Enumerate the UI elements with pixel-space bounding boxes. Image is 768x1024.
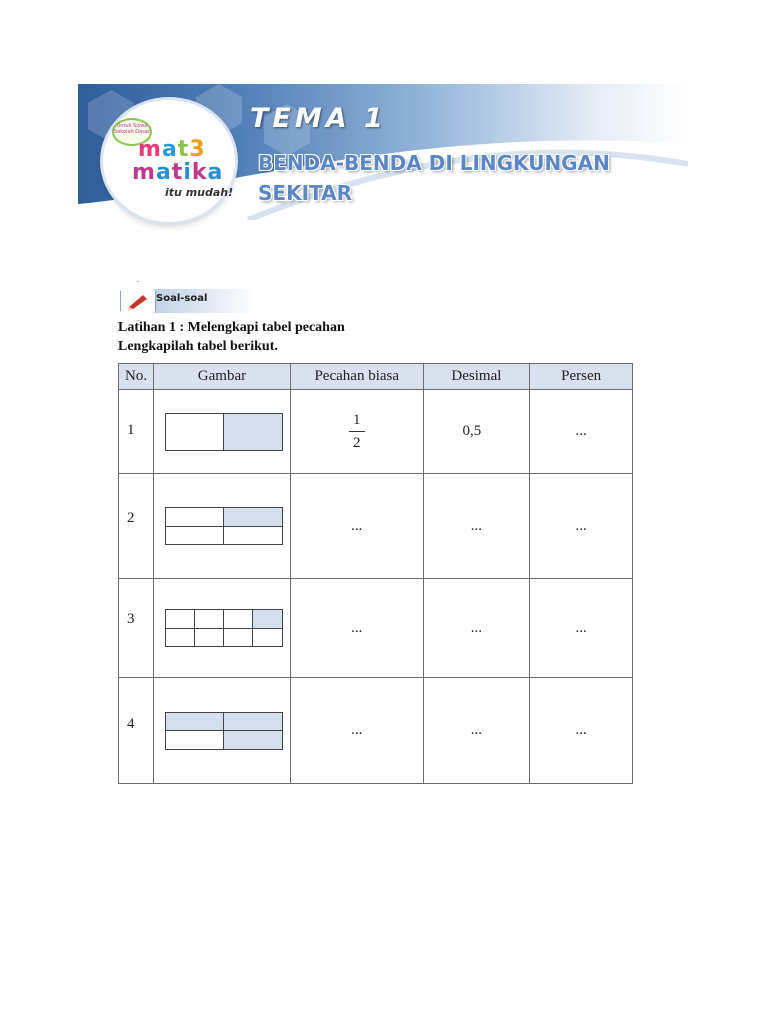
table-row <box>119 678 633 784</box>
grid-cell <box>224 508 282 527</box>
fraction-grid <box>165 609 283 647</box>
column-header-persen: Persen <box>530 364 633 390</box>
grid-cell <box>224 527 282 545</box>
grid-cell <box>166 414 224 450</box>
table-row <box>119 390 633 474</box>
decimal-cell: ... <box>423 474 530 579</box>
fraction-cell: ... <box>290 678 423 784</box>
percent-cell: ... <box>530 474 633 579</box>
fraction-numerator: 1 <box>352 412 361 428</box>
grid-cell <box>195 629 224 647</box>
column-header-no: No. <box>119 364 154 390</box>
fraction <box>349 411 365 452</box>
fraction-grid <box>165 712 283 750</box>
column-header-pecahan: Pecahan biasa <box>290 364 423 390</box>
grid-cell <box>224 713 282 732</box>
fraction-grid <box>165 507 283 545</box>
grid-cell <box>253 610 282 629</box>
grid-cell <box>166 527 224 545</box>
grid-cell <box>253 629 282 647</box>
column-header-gambar: Gambar <box>153 364 290 390</box>
grid-cell <box>166 629 195 647</box>
logo-tagline: itu mudah! <box>165 186 234 199</box>
row-number: 1 <box>119 390 154 474</box>
grid-cell <box>166 731 224 749</box>
decimal-cell: ... <box>423 678 530 784</box>
fraction-picture <box>153 390 290 474</box>
fraction-grid <box>165 413 283 451</box>
fraction-bar <box>349 431 365 432</box>
grid-cell <box>166 610 195 629</box>
table-header-row <box>119 364 633 390</box>
decimal-cell: 0,5 <box>423 390 530 474</box>
grid-cell <box>224 610 253 629</box>
logo-word-line2: matika <box>132 160 224 185</box>
grid-cell <box>166 713 224 732</box>
fraction-picture <box>153 579 290 678</box>
decimal-cell: ... <box>423 579 530 678</box>
section-tag <box>120 287 256 317</box>
row-number: 4 <box>119 678 154 784</box>
percent-cell: ... <box>530 579 633 678</box>
logo-badge: Untuk Siswa Sekolah Dasar <box>112 118 152 146</box>
fraction-denominator: 2 <box>352 435 361 451</box>
percent-cell: ... <box>530 390 633 474</box>
fraction-picture <box>153 474 290 579</box>
grid-cell <box>195 610 224 629</box>
percent-cell: ... <box>530 678 633 784</box>
section-tag-label: Soal-soal <box>156 293 208 304</box>
fraction-cell <box>290 390 423 474</box>
theme-subtitle: BENDA-BENDA DI LINGKUNGAN SEKITAR <box>258 151 610 205</box>
table-row <box>119 579 633 678</box>
grid-cell <box>166 508 224 527</box>
grid-cell <box>224 629 253 647</box>
logo-word-line1: mat3 <box>138 137 206 162</box>
theme-title: TEMA 1 <box>250 103 387 134</box>
column-header-desimal: Desimal <box>423 364 530 390</box>
grid-cell <box>224 414 282 450</box>
grid-cell <box>224 731 282 749</box>
row-number: 2 <box>119 474 154 579</box>
exercise-instruction: Lengkapilah tabel berikut. <box>118 339 278 354</box>
table-row <box>119 474 633 579</box>
row-number: 3 <box>119 579 154 678</box>
pencil-icon <box>125 287 151 313</box>
exercise-title: Latihan 1 : Melengkapi tabel pecahan <box>118 320 345 335</box>
fraction-cell: ... <box>290 474 423 579</box>
fraction-table <box>118 363 633 784</box>
fraction-cell: ... <box>290 579 423 678</box>
fraction-picture <box>153 678 290 784</box>
